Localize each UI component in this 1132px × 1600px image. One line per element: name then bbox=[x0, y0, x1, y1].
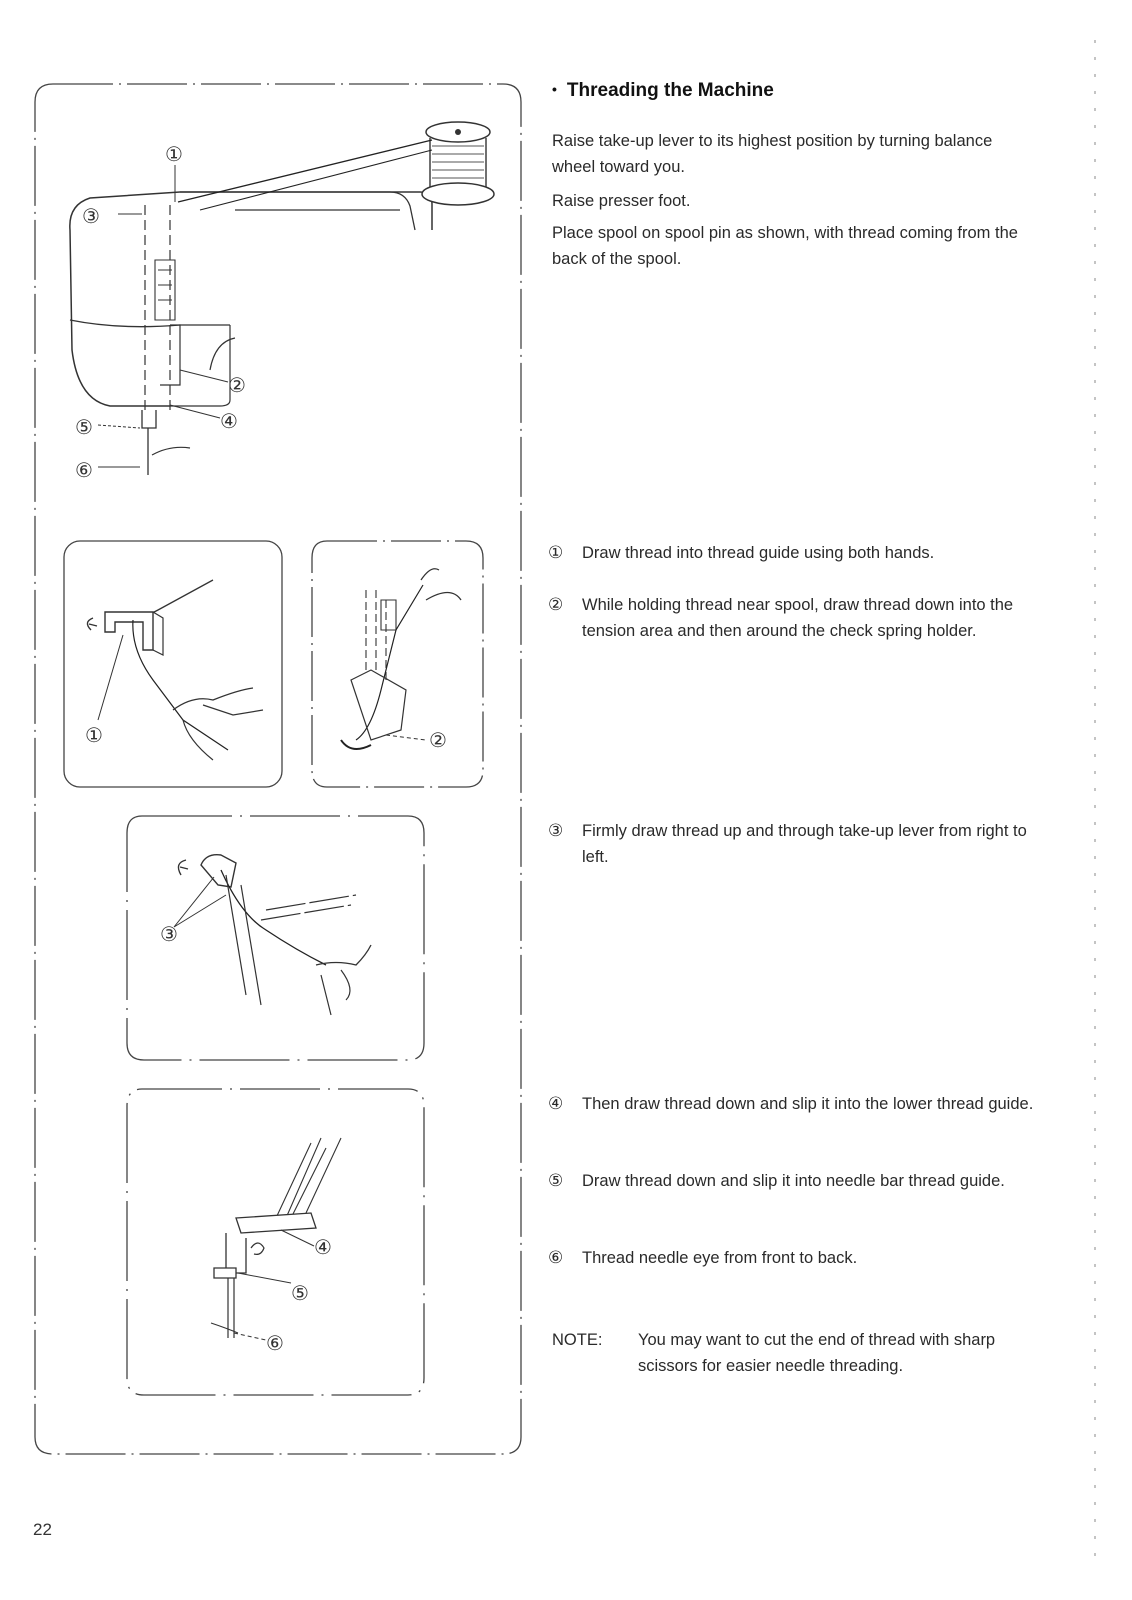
callout-detail2: ② bbox=[429, 728, 447, 752]
step-number: ⑥ bbox=[548, 1248, 564, 1267]
note-text: You may want to cut the end of thread with sharp scissors for easier needle threading. bbox=[638, 1331, 996, 1375]
page-number: 22 bbox=[33, 1520, 52, 1539]
callout-detail3: ③ bbox=[160, 922, 178, 946]
detail-tension-area bbox=[311, 540, 486, 790]
bullet-icon: • bbox=[552, 81, 557, 97]
callout-detail4-5: ⑤ bbox=[291, 1281, 309, 1305]
step-number: ① bbox=[548, 543, 564, 562]
step-text: Draw thread into thread guide using both hands. bbox=[582, 544, 935, 562]
step-text: Firmly draw thread up and through take-up lever from right to left. bbox=[582, 822, 1027, 866]
section-title-text: Threading the Machine bbox=[566, 80, 774, 101]
intro-paragraph-2: Raise presser foot. bbox=[552, 192, 691, 210]
callout-main-4: ④ bbox=[220, 409, 238, 433]
main-threading-diagram bbox=[60, 110, 510, 490]
callout-main-3: ③ bbox=[82, 204, 100, 228]
intro-paragraph-1: Raise take-up lever to its highest position by turning balance wheel toward you. bbox=[552, 132, 993, 176]
step-number: ⑤ bbox=[548, 1171, 564, 1190]
step-number: ② bbox=[548, 595, 564, 614]
callout-main-6: ⑥ bbox=[75, 458, 93, 482]
step-4 bbox=[548, 1091, 1038, 1117]
note-label: NOTE: bbox=[552, 1331, 603, 1349]
step-5 bbox=[548, 1168, 1038, 1194]
step-text: While holding thread near spool, draw thread down into the tension area and then around the check spring holder. bbox=[582, 596, 1014, 640]
callout-detail4-6: ⑥ bbox=[266, 1331, 284, 1355]
step-text: Draw thread down and slip it into needle bar thread guide. bbox=[582, 1172, 1005, 1190]
step-6 bbox=[548, 1245, 1038, 1271]
step-text: Thread needle eye from front to back. bbox=[582, 1249, 858, 1267]
callout-main-5: ⑤ bbox=[75, 415, 93, 439]
intro-paragraph-3: Place spool on spool pin as shown, with thread coming from the back of the spool. bbox=[552, 224, 1018, 268]
detail-take-up-lever bbox=[126, 815, 426, 1063]
step-2 bbox=[548, 592, 1038, 644]
scan-edge bbox=[1094, 40, 1096, 1560]
step-1 bbox=[548, 540, 1038, 566]
callout-detail1: ① bbox=[85, 723, 103, 747]
callout-detail4-4: ④ bbox=[314, 1235, 332, 1259]
step-number: ③ bbox=[548, 821, 564, 840]
step-text: Then draw thread down and slip it into the lower thread guide. bbox=[582, 1095, 1034, 1113]
step-3 bbox=[548, 818, 1038, 870]
step-number: ④ bbox=[548, 1094, 564, 1113]
callout-main-2: ② bbox=[228, 373, 246, 397]
detail-thread-guide bbox=[63, 540, 285, 790]
note bbox=[552, 1327, 1042, 1379]
detail-needle-guides bbox=[126, 1088, 426, 1398]
section-title bbox=[552, 80, 774, 102]
callout-main-1: ① bbox=[165, 142, 183, 166]
